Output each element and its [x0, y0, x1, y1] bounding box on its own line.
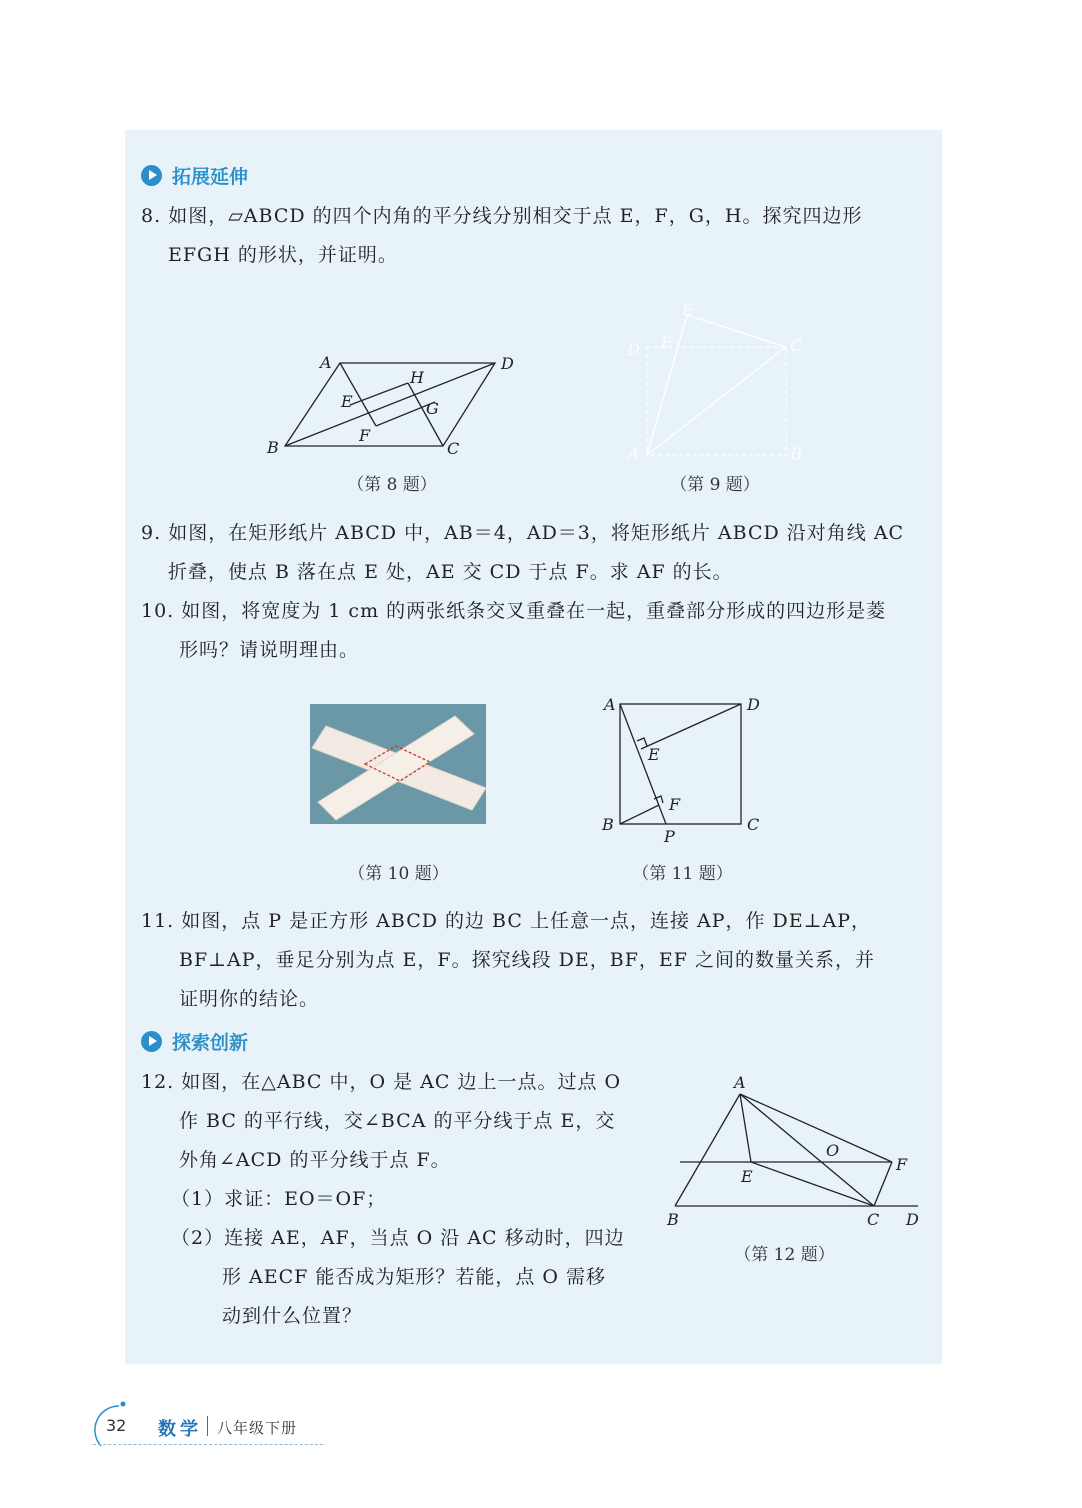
play-icon: [141, 1031, 162, 1052]
caption-fig12: （第 12 题）: [734, 1245, 835, 1265]
label-c: C: [447, 439, 460, 458]
page-footer: [85, 1398, 505, 1454]
figure-8: [260, 350, 530, 465]
label-e: E: [682, 300, 694, 319]
problem-number: 10.: [141, 600, 175, 622]
segment-ce: [751, 1162, 874, 1206]
label-d: D: [747, 695, 760, 714]
section-title: 探索创新: [172, 1031, 249, 1054]
paper-strips-image: [310, 704, 486, 824]
label-e: E: [741, 1167, 753, 1186]
segment-af: [740, 1094, 892, 1162]
label-d: D: [906, 1210, 919, 1229]
figure-9: [620, 295, 815, 465]
footer-dotted-line: [93, 1444, 323, 1445]
caption-fig9: （第 9 题）: [670, 475, 760, 495]
problem-text: 折叠，使点 B 落在点 E 处，AE 交 CD 于点 F。求 AF 的长。: [168, 561, 733, 583]
figure-12: [660, 1070, 925, 1230]
problem-10: [141, 592, 926, 670]
label-f: F: [661, 333, 673, 352]
label-d: D: [627, 340, 640, 359]
segment-eh: [350, 383, 408, 405]
label-a: A: [320, 353, 332, 372]
problem-text: 外角∠ACD 的平分线于点 F。: [179, 1149, 451, 1171]
label-a: A: [734, 1073, 746, 1092]
problem-text: 如图，在矩形纸片 ABCD 中，AB＝4，AD＝3，将矩形纸片 ABCD 沿对角线 AC: [168, 522, 905, 544]
problem-text: BF⊥AP，垂足分别为点 E，F。探究线段 DE，BF，EF 之间的数量关系，并: [179, 949, 875, 971]
segment-ap: [620, 704, 666, 824]
right-angle-e: [637, 738, 647, 746]
problem-8: [141, 197, 926, 275]
problem-text: 形 AECF 能否成为矩形？若能，点 O 需移: [222, 1266, 607, 1288]
label-a: A: [628, 444, 640, 463]
problem-number: 9.: [141, 522, 162, 544]
diagonal-ac: [647, 347, 786, 455]
label-e: E: [341, 392, 353, 411]
grade-title: 八年级下册: [217, 1419, 298, 1437]
problem-text: EFGH 的形状，并证明。: [168, 244, 398, 266]
figure-11: [595, 690, 775, 850]
problem-text: 作 BC 的平行线，交∠BCA 的平分线于点 E，交: [179, 1110, 616, 1132]
segment-ac: [740, 1094, 874, 1206]
segment-cf: [874, 1162, 892, 1206]
caption-fig11: （第 11 题）: [632, 864, 733, 884]
label-d: D: [501, 354, 514, 373]
section-title: 拓展延伸: [172, 165, 249, 188]
segment-bf: [620, 805, 659, 824]
label-f: F: [896, 1155, 908, 1174]
label-b: B: [790, 444, 802, 463]
problem-subquestion-1: （1）求证：EO＝OF；: [171, 1188, 387, 1210]
subject-title: 数学: [158, 1419, 202, 1440]
problem-text: 形吗？请说明理由。: [179, 639, 360, 661]
bisector-b: [285, 363, 495, 446]
page-number: 32: [106, 1416, 127, 1435]
segment-ab: [675, 1094, 740, 1206]
problem-9: [141, 514, 926, 592]
problem-text: 如图，将宽度为 1 cm 的两张纸条交叉重叠在一起，重叠部分形成的四边形是菱: [181, 600, 887, 622]
problem-text: 如图，点 P 是正方形 ABCD 的边 BC 上任意一点，连接 AP，作 DE⊥AP，: [181, 910, 872, 932]
problem-11: [141, 902, 926, 1019]
play-icon: [141, 165, 162, 186]
problem-number: 11.: [141, 910, 175, 932]
problem-text: 如图，在△ABC 中，O 是 AC 边上一点。过点 O: [181, 1071, 622, 1093]
label-c: C: [747, 815, 760, 834]
label-h: H: [410, 368, 424, 387]
label-f: F: [359, 426, 371, 445]
label-e: E: [648, 745, 660, 764]
caption-fig8: （第 8 题）: [347, 475, 437, 495]
label-g: G: [426, 399, 439, 418]
figure-10-photo: [310, 704, 486, 824]
label-f: F: [669, 795, 681, 814]
label-c: C: [790, 336, 803, 355]
problem-text: 证明你的结论。: [179, 988, 320, 1010]
segment-de: [641, 704, 741, 749]
problem-12: [141, 1063, 636, 1336]
problem-text: 动到什么位置？: [222, 1305, 363, 1327]
caption-fig10: （第 10 题）: [348, 864, 449, 884]
label-b: B: [602, 815, 614, 834]
label-p: P: [664, 827, 675, 846]
label-b: B: [667, 1210, 679, 1229]
section-heading-explore: [141, 1026, 248, 1056]
square-abcd: [620, 704, 741, 824]
label-b: B: [267, 438, 279, 457]
problem-number: 8.: [141, 205, 162, 227]
section-heading-extension: [141, 160, 248, 190]
label-o: O: [826, 1141, 840, 1160]
label-c: C: [867, 1210, 880, 1229]
problem-number: 12.: [141, 1071, 175, 1093]
footer-separator: [207, 1416, 208, 1436]
problem-subquestion-2: （2）连接 AE，AF，当点 O 沿 AC 移动时，四边: [171, 1227, 625, 1249]
segment-ae: [740, 1094, 751, 1162]
problem-text: 如图，▱ABCD 的四个内角的平分线分别相交于点 E，F，G，H。探究四边形: [168, 205, 863, 227]
label-a: A: [604, 695, 616, 714]
segment-ec: [687, 315, 786, 347]
